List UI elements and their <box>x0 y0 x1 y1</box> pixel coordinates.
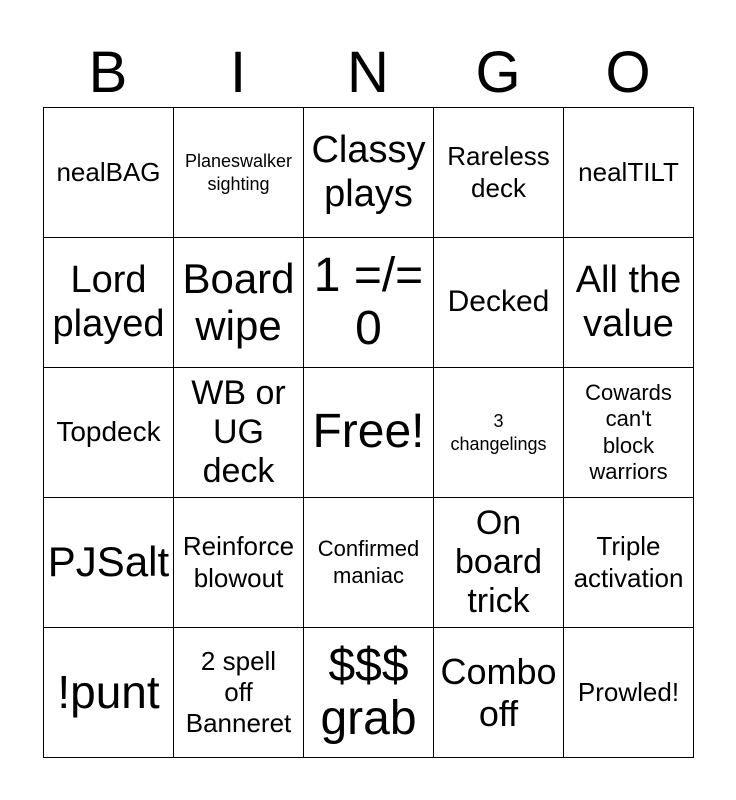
cell-text: WB or UG deck <box>191 373 286 491</box>
cell-text: 2 spell off Banneret <box>185 645 292 739</box>
bingo-cell[interactable] <box>434 238 564 368</box>
bingo-header <box>43 40 693 106</box>
cell-text: nealBAG <box>56 156 161 187</box>
cell-text: On board trick <box>455 503 542 621</box>
cell-text: !punt <box>57 666 160 719</box>
bingo-cell[interactable] <box>434 628 564 758</box>
bingo-cell[interactable] <box>434 108 564 238</box>
bingo-cell[interactable] <box>304 108 434 238</box>
cell-text: Rareless deck <box>447 141 550 203</box>
cell-text: Decked <box>447 285 550 319</box>
bingo-cell[interactable] <box>564 108 694 238</box>
bingo-cell[interactable] <box>304 238 434 368</box>
bingo-cell[interactable] <box>564 368 694 498</box>
bingo-cell[interactable] <box>44 628 174 758</box>
bingo-cell[interactable] <box>44 238 174 368</box>
cell-text: $$$ grab <box>320 638 417 745</box>
header-letter-i: I <box>229 40 247 105</box>
cell-text: 3 changelings <box>450 411 547 454</box>
cell-text: nealTILT <box>578 156 679 187</box>
bingo-cell[interactable] <box>174 368 304 498</box>
bingo-cell[interactable] <box>44 368 174 498</box>
cell-text: All the value <box>575 258 682 345</box>
cell-text: Topdeck <box>56 416 161 448</box>
bingo-cell[interactable] <box>174 238 304 368</box>
header-letter-n: N <box>347 40 389 105</box>
cell-text: Triple activation <box>573 531 684 593</box>
cell-text: Classy plays <box>311 128 426 215</box>
bingo-cell[interactable] <box>434 498 564 628</box>
bingo-cell[interactable] <box>174 108 304 238</box>
cell-text: Planeswalker sighting <box>184 151 293 194</box>
bingo-cell[interactable] <box>564 498 694 628</box>
cell-text: Prowled! <box>577 676 680 707</box>
free-space-text: Free! <box>312 405 425 459</box>
bingo-cell[interactable] <box>564 238 694 368</box>
bingo-cell[interactable] <box>564 628 694 758</box>
cell-text: 1 =/= 0 <box>313 248 424 355</box>
header-letter-b: B <box>88 40 128 105</box>
bingo-cell[interactable] <box>304 498 434 628</box>
bingo-cell[interactable] <box>44 498 174 628</box>
bingo-cell[interactable] <box>434 368 564 498</box>
cell-text: Confirmed maniac <box>317 536 420 588</box>
bingo-cell[interactable] <box>174 498 304 628</box>
bingo-cell[interactable] <box>174 628 304 758</box>
cell-text: Cowards can't block warriors <box>585 379 672 484</box>
bingo-board <box>43 107 694 758</box>
cell-text: Lord played <box>52 258 165 345</box>
header-letter-g: G <box>475 40 521 105</box>
cell-text: PJSalt <box>47 538 170 586</box>
cell-text: Board wipe <box>182 255 295 349</box>
free-space-cell[interactable] <box>304 368 434 498</box>
header-letter-o: O <box>605 40 651 105</box>
cell-text: Reinforce blowout <box>182 531 295 593</box>
bingo-cell[interactable] <box>304 628 434 758</box>
cell-text: Combo off <box>440 651 557 734</box>
bingo-cell[interactable] <box>44 108 174 238</box>
